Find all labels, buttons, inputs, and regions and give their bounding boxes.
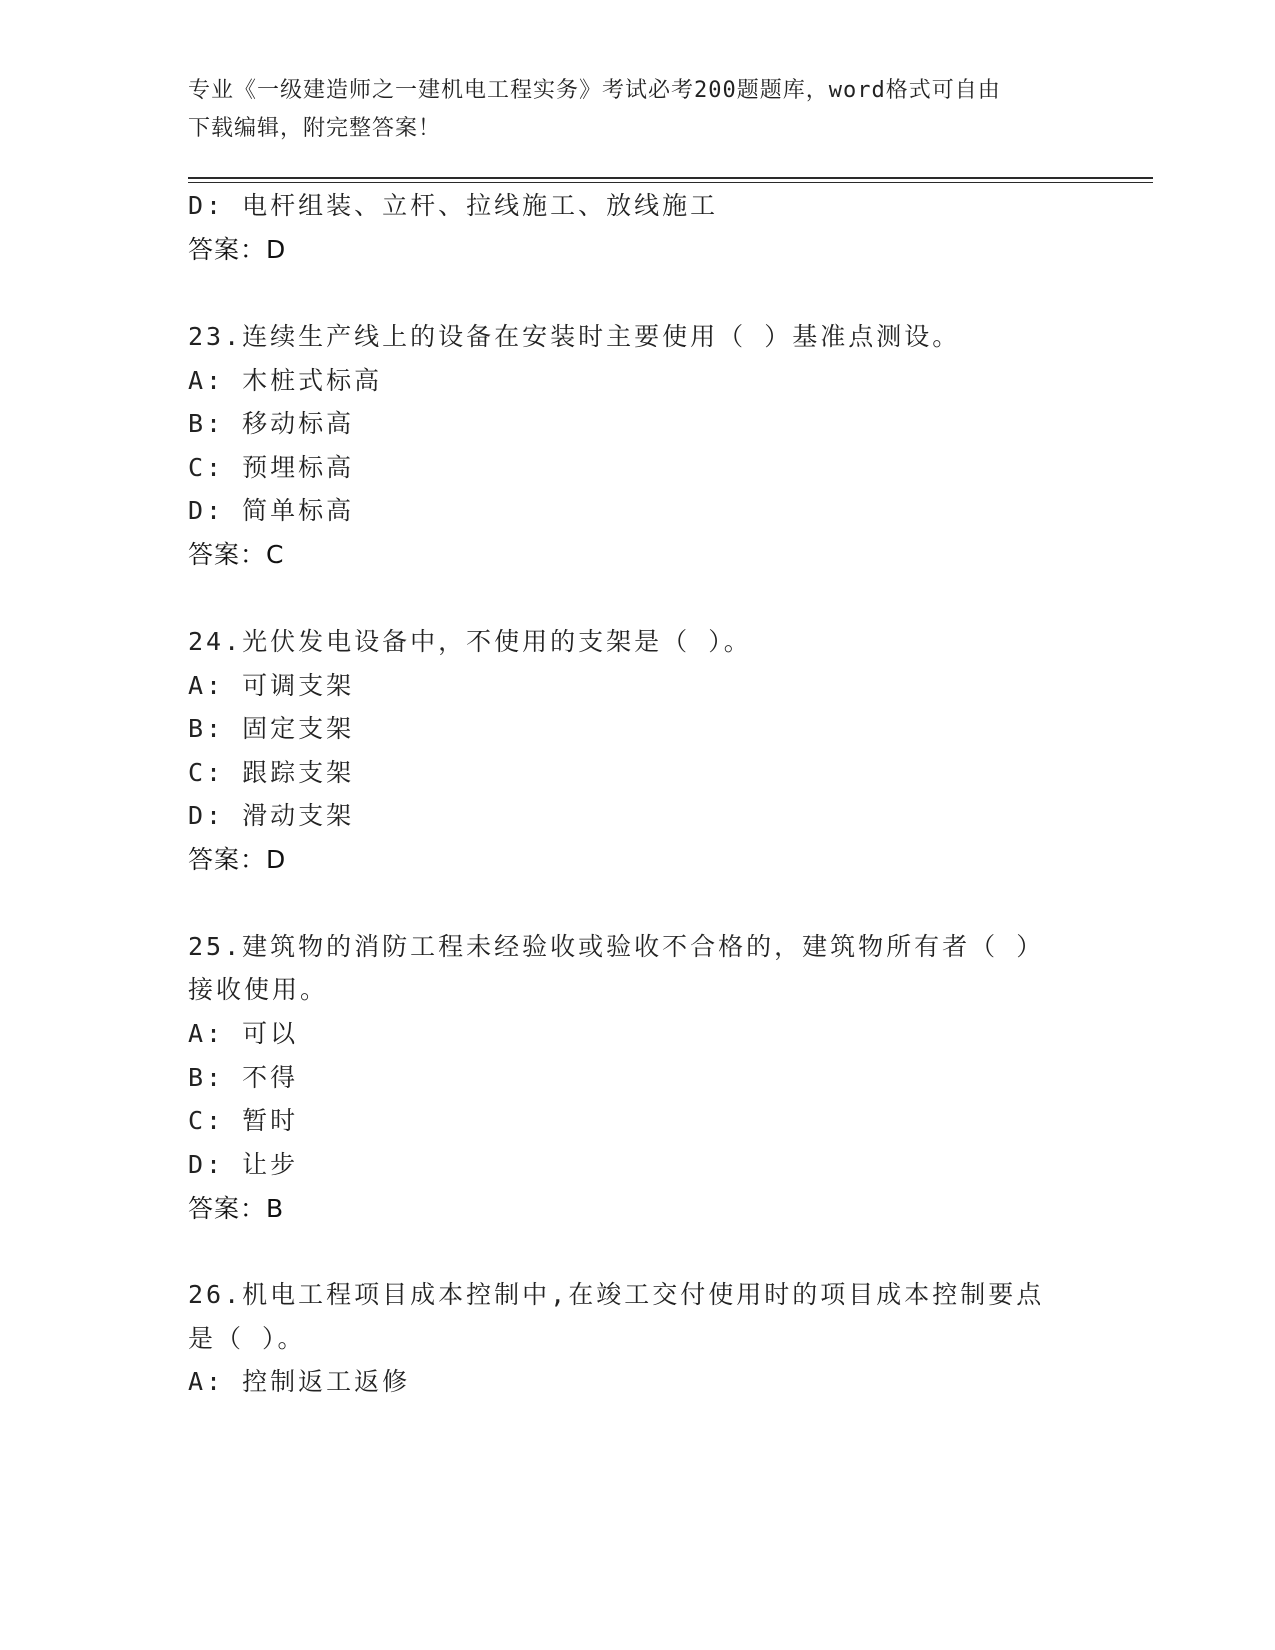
prev-answer: 答案：D [188,235,287,264]
q25-option-b: B: 不得 [188,1063,299,1092]
q24-stem: 24.光伏发电设备中，不使用的支架是（ ）。 [188,627,752,656]
q25-answer: 答案：B [188,1194,285,1223]
q25-option-c: C: 暂时 [188,1106,299,1135]
prev-option-d: D: 电杆组装、立杆、拉线施工、放线施工 [188,191,719,220]
q23-option-b: B: 移动标高 [188,409,355,438]
q25-stem-line-2: 接收使用。 [188,975,329,1004]
header-divider-top [188,177,1153,179]
q25-stem-line-1: 25.建筑物的消防工程未经验收或验收不合格的，建筑物所有者（ ） [188,932,1045,961]
q23-option-a: A: 木桩式标高 [188,366,383,395]
q23-answer: 答案：C [188,540,285,569]
q24-option-a: A: 可调支架 [188,671,355,700]
q24-option-d: D: 滑动支架 [188,801,355,830]
q26-option-a: A: 控制返工返修 [188,1367,411,1396]
q24-answer: 答案：D [188,845,287,874]
q24-option-c: C: 跟踪支架 [188,758,355,787]
q23-option-d: D: 简单标高 [188,496,355,525]
header-line-2: 下载编辑，附完整答案！ [188,116,442,141]
header-divider-bottom [188,182,1153,183]
q26-stem-line-2: 是（ ）。 [188,1324,306,1353]
q25-option-a: A: 可以 [188,1019,299,1048]
q26-stem-line-1: 26.机电工程项目成本控制中,在竣工交付使用时的项目成本控制要点 [188,1280,1045,1309]
document-header [188,72,1088,148]
header-line-1: 专业《一级建造师之一建机电工程实务》考试必考200题题库，word格式可自由 [188,78,1001,103]
q25-option-d: D: 让步 [188,1150,299,1179]
q23-option-c: C: 预埋标高 [188,453,355,482]
q24-option-b: B: 固定支架 [188,714,355,743]
q23-stem: 23.连续生产线上的设备在安装时主要使用（ ）基准点测设。 [188,322,961,351]
